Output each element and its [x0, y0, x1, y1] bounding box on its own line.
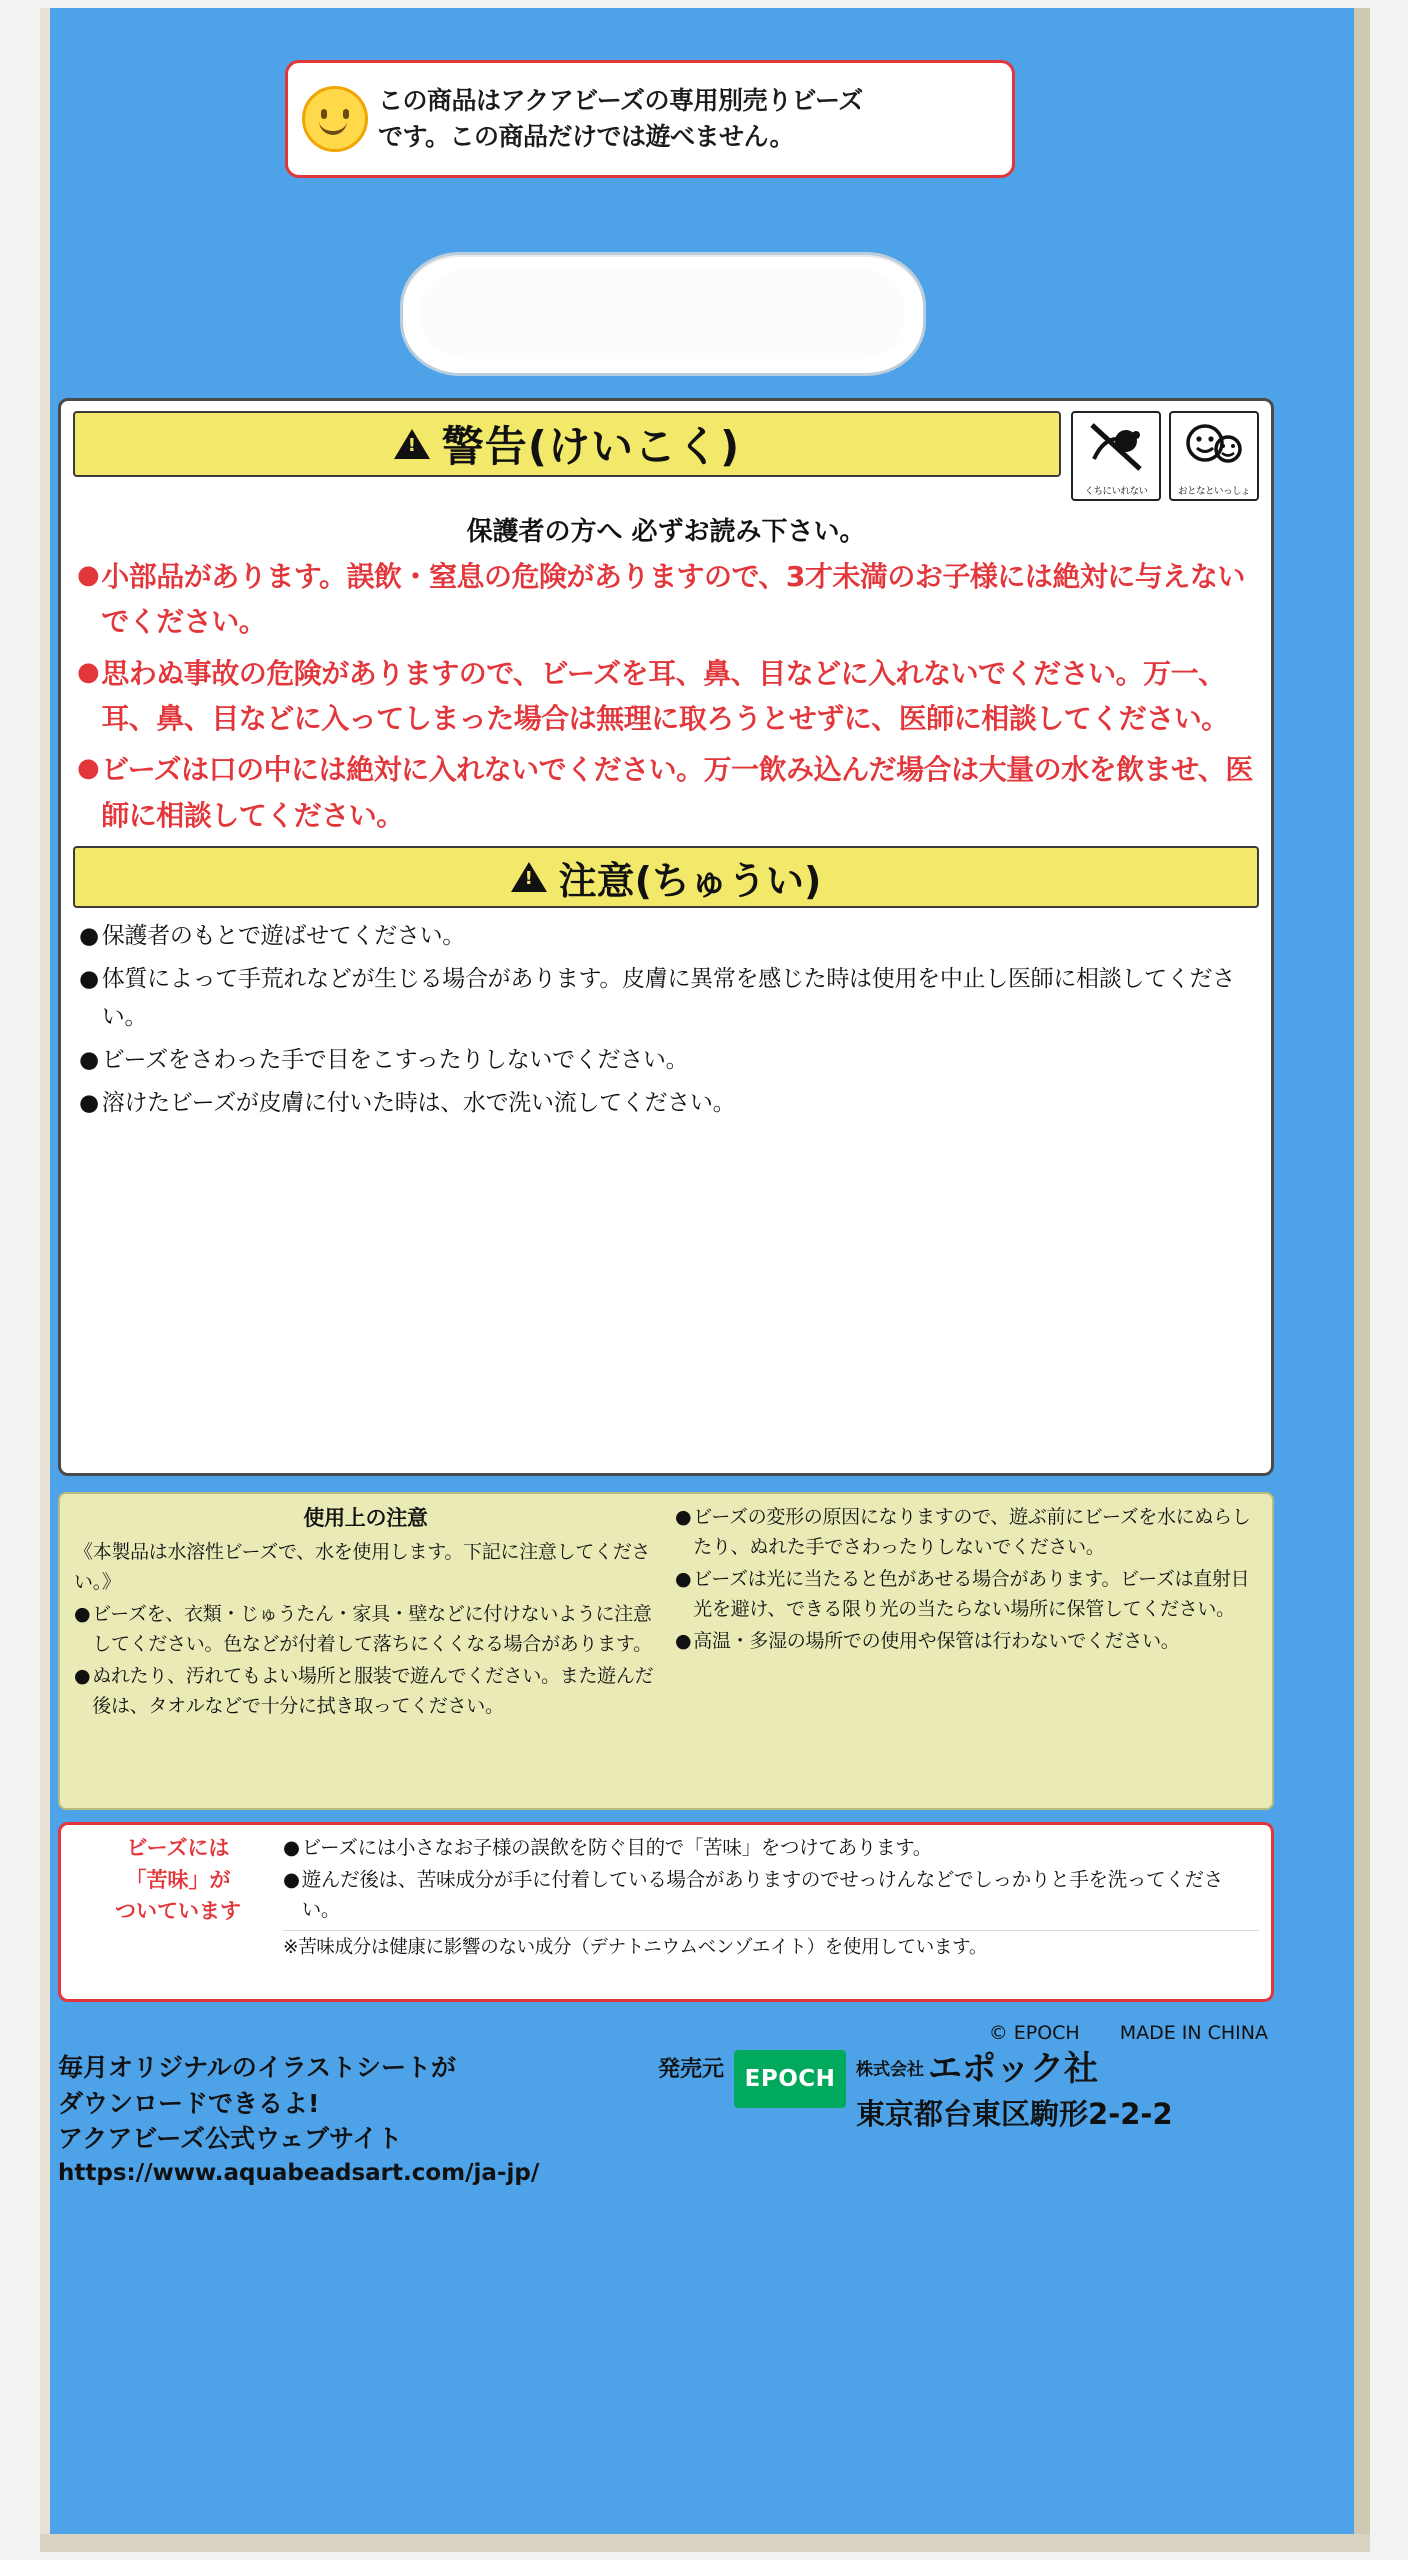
warning-title-text: 警告(けいこく) — [441, 422, 741, 471]
usage-notes-panel — [58, 1492, 1274, 1810]
caution-item: ● 溶けたビーズが皮膚に付いた時は、水で洗い流してください。 — [79, 1085, 1253, 1122]
smiley-face-icon — [302, 86, 368, 152]
bitter-label-line-1: ビーズには — [126, 1836, 230, 1860]
bitter-note: ※苦味成分は健康に影響のない成分（デナトニウムベンゾエイト）を使用しています。 — [283, 1930, 1259, 1963]
promo-block — [58, 2050, 658, 2189]
usage-item: ● ビーズを、衣類・じゅうたん・家具・壁などに付けないように注意してください。色などが付着して落ちにくくなる場合があります。 — [74, 1599, 657, 1659]
board-right-edge — [1354, 8, 1370, 2552]
bitter-label-line-3: ついています — [115, 1899, 241, 1923]
warning-item: ● 小部品があります。誤飲・窒息の危険がありますので、3才未満のお子様には絶対に与えないでください。 — [77, 554, 1255, 645]
warning-item-text: ビーズは口の中には絶対に入れないでください。万一飲み込んだ場合は大量の水を飲ませ、医師に相談してください。 — [101, 753, 1253, 832]
pictogram-group — [1071, 411, 1259, 501]
usage-item-text: 《本製品は水溶性ビーズで、水を使用します。下記に注意してください。》 — [74, 1541, 651, 1594]
warning-triangle-icon — [511, 862, 547, 892]
website-url[interactable]: https://www.aquabeadsart.com/ja-jp/ — [58, 2159, 540, 2186]
bitter-item: ● 遊んだ後は、苦味成分が手に付着している場合がありますのでせっけんなどでしっかりと手を洗ってください。 — [283, 1865, 1259, 1925]
usage-column-left — [74, 1502, 657, 1800]
warning-subhead: 保護者の方へ 必ずお読み下さい。 — [466, 517, 866, 547]
bitter-item-text: 遊んだ後は、苦味成分が手に付着している場合がありますのでせっけんなどでしっかりと手を洗ってください。 — [301, 1868, 1223, 1922]
warning-item: ● 思わぬ事故の危険がありますので、ビーズを耳、鼻、目などに入れないでください。万一、耳、鼻、目などに入ってしまった場合は無理に取ろうとせずに、医師に相談してください。 — [77, 651, 1255, 742]
copyright-text: © EPOCH — [988, 2022, 1080, 2044]
adult-supervision-icon — [1169, 411, 1259, 501]
caution-item-text: ビーズをさわった手で目をこすったりしないでください。 — [101, 1046, 689, 1073]
usage-item-text: ビーズの変形の原因になりますので、遊ぶ前にビーズを水にぬらしたり、ぬれた手でさわったりしないでください。 — [693, 1506, 1251, 1559]
caution-item: ● ビーズをさわった手で目をこすったりしないでください。 — [79, 1042, 1253, 1079]
usage-title: 使用上の注意 — [303, 1506, 428, 1530]
promo-line-3: アクアビーズ公式ウェブサイト — [58, 2124, 403, 2153]
warning-header — [73, 411, 1259, 501]
promo-line-1: 毎月オリジナルのイラストシートが — [58, 2053, 457, 2082]
top-notice-box — [285, 60, 1015, 178]
epoch-logo: EPOCH — [734, 2050, 846, 2108]
company-address: 東京都台東区駒形2-2-2 — [856, 2097, 1173, 2132]
caution-item: ● 保護者のもとで遊ばせてください。 — [79, 918, 1253, 955]
usage-item: ● ぬれたり、汚れてもよい場所と服装で遊んでください。また遊んだ後は、タオルなどで十分に拭き取ってください。 — [74, 1661, 657, 1721]
caution-item: ● 体質によって手荒れなどが生じる場合があります。皮膚に異常を感じた時は使用を中止し医師に相談してください。 — [79, 961, 1253, 1036]
hang-hole — [400, 252, 926, 376]
footer — [58, 2022, 1274, 2292]
board-bottom-edge — [40, 2534, 1370, 2552]
warning-item-text: 思わぬ事故の危険がありますので、ビーズを耳、鼻、目などに入れないでください。万一、耳、鼻、目などに入ってしまった場合は無理に取ろうとせずに、医師に相談してください。 — [101, 656, 1229, 736]
usage-item-text: ビーズは光に当たると色があせる場合があります。ビーズは直射日光を避け、できる限り光の当たらない場所に保管してください。 — [693, 1568, 1250, 1621]
warning-panel — [58, 398, 1274, 1476]
usage-item: ● ビーズの変形の原因になりますので、遊ぶ前にビーズを水にぬらしたり、ぬれた手でさわったりしないでください。 — [675, 1502, 1258, 1562]
usage-item-text: ビーズを、衣類・じゅうたん・家具・壁などに付けないように注意してください。色などが付着して落ちにくくなる場合があります。 — [92, 1603, 652, 1656]
seller-block — [658, 2050, 1274, 2189]
usage-item — [74, 1537, 657, 1597]
caution-item-text: 保護者のもとで遊ばせてください。 — [101, 923, 465, 950]
caution-item-text: 溶けたビーズが皮膚に付いた時は、水で洗い流してください。 — [101, 1090, 736, 1117]
usage-item: ● ビーズは光に当たると色があせる場合があります。ビーズは直射日光を避け、できる限り光の当たらない場所に保管してください。 — [675, 1564, 1258, 1624]
made-in-text: MADE IN CHINA — [1119, 2022, 1268, 2044]
seller-label: 発売元 — [658, 2057, 725, 2082]
usage-column-right — [675, 1502, 1258, 1800]
no-mouth-caption: くちにいれない — [1084, 486, 1148, 497]
company-name — [856, 2050, 1173, 2088]
usage-item-text: 高温・多湿の場所での使用や保管は行わないでください。 — [693, 1630, 1180, 1653]
caution-item-text: 体質によって手荒れなどが生じる場合があります。皮膚に異常を感じた時は使用を中止し医師に相談してください。 — [101, 966, 1235, 1030]
top-notice-text — [378, 83, 863, 156]
caution-list — [79, 918, 1253, 1122]
company-name-text: エポック社 — [928, 2049, 1099, 2089]
bitter-body — [283, 1833, 1259, 1991]
warning-item: ● ビーズは口の中には絶対に入れないでください。万一飲み込んだ場合は大量の水を飲ませ、医師に相談してください。 — [77, 747, 1255, 838]
caution-title-text: 注意(ちゅうい) — [558, 858, 822, 903]
warning-triangle-icon — [394, 429, 430, 459]
top-notice-line-2: です。この商品だけでは遊べません。 — [378, 122, 795, 151]
warning-title-bar — [73, 411, 1061, 477]
usage-item-text: ぬれたり、汚れてもよい場所と服装で遊んでください。また遊んだ後は、タオルなどで十分に拭き取ってください。 — [92, 1665, 654, 1718]
bitter-label-line-2: 「苦味」が — [125, 1867, 231, 1892]
bitter-item-text: ビーズには小さなお子様の誤飲を防ぐ目的で「苦味」をつけてあります。 — [301, 1836, 933, 1859]
bitter-agent-panel — [58, 1822, 1274, 2002]
bitter-label — [73, 1833, 283, 1991]
bitter-item: ● ビーズには小さなお子様の誤飲を防ぐ目的で「苦味」をつけてあります。 — [283, 1833, 1259, 1863]
company-prefix: 株式会社 — [856, 2059, 925, 2080]
usage-item: ● 高温・多湿の場所での使用や保管は行わないでください。 — [675, 1626, 1258, 1656]
warning-item-text: 小部品があります。誤飲・窒息の危険がありますので、3才未満のお子様には絶対に与えないでください。 — [101, 560, 1245, 639]
promo-line-2: ダウンロードできるよ! — [58, 2088, 320, 2118]
adult-supervision-caption: おとなといっしょ — [1177, 486, 1250, 497]
warning-list — [77, 554, 1255, 838]
board-left-edge — [40, 8, 50, 2552]
no-mouth-icon — [1071, 411, 1161, 501]
footer-legal-row — [58, 2022, 1274, 2044]
caution-title-bar — [73, 846, 1259, 908]
top-notice-line-1: この商品はアクアビーズの専用別売りビーズ — [378, 85, 863, 115]
